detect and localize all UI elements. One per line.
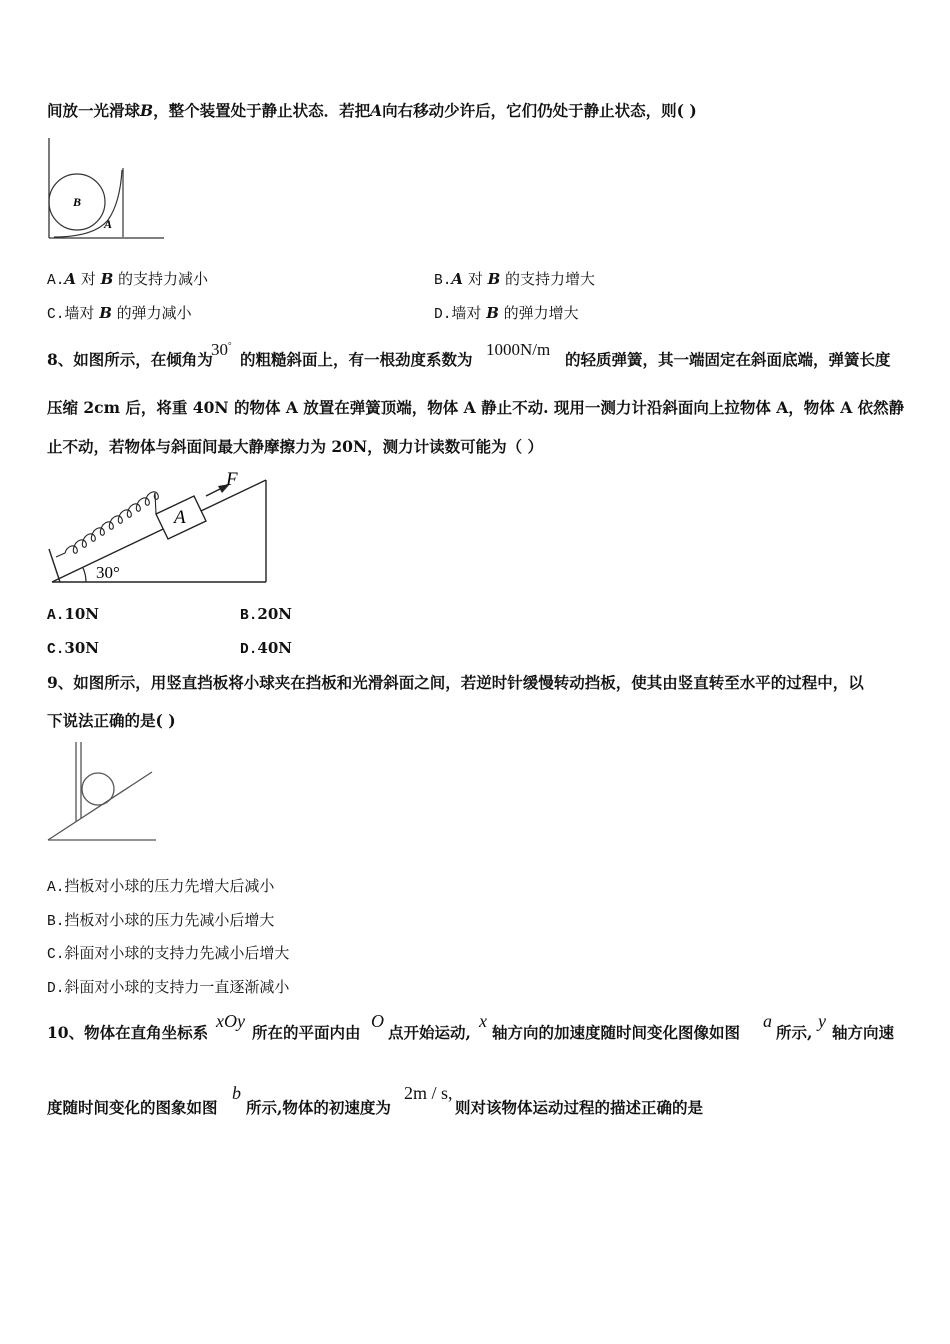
q9-stem-line1: 9、如图所示，用竖直挡板将小球夹在挡板和光滑斜面之间，若逆时针缓慢转动挡板，使其由竖直转至水平的过程中，以 [47, 673, 864, 692]
block-a-label: A [174, 507, 186, 528]
q8-option-a[interactable]: A.10N [47, 605, 99, 624]
q9-figure [46, 740, 158, 844]
q10-math-v: 2m / s, [404, 1083, 453, 1103]
q7-option-d[interactable]: D.墙对 B 的弹力增大 [434, 304, 579, 323]
q7-option-a[interactable]: A.A 对 B 的支持力减小 [47, 270, 209, 289]
incline-line [48, 772, 152, 840]
q9-option-c[interactable]: C.斜面对小球的支持力先减小后增大 [47, 944, 290, 963]
force-label: F [226, 469, 238, 490]
q9-option-b[interactable]: B.挡板对小球的压力先减小后增大 [47, 911, 275, 930]
q7-ball-letter: B [140, 101, 154, 120]
q8-option-c[interactable]: C.30N [47, 639, 99, 658]
q8-k-math: 1000N/m [486, 340, 551, 359]
q7-stem-end: 向右移动少许后，它们仍处于静止状态，则( ) [382, 101, 697, 120]
q10-seg1: 10、物体在直角坐标系 [47, 1023, 209, 1042]
q8-stem-line1: 8、如图所示，在倾角为 [47, 350, 213, 369]
q10-math-a: a [763, 1011, 772, 1031]
q7-stem [47, 101, 697, 121]
q8-stem-seg3: 的轻质弹簧，其一端固定在斜面底端，弹簧长度 [565, 350, 891, 369]
angle-label: 30° [96, 563, 120, 582]
incline-surface [52, 480, 266, 582]
q8-figure [46, 466, 271, 588]
q10-math-b: b [232, 1083, 241, 1103]
q10-math-xoy: xOy [216, 1011, 245, 1031]
q10-seg7: 度随时间变化的图象如图 [47, 1098, 218, 1117]
q10-seg6: 轴方向速 [832, 1023, 895, 1042]
q8-stem-line2: 压缩 2cm 后，将重 40N 的物体 A 放置在弹簧顶端，物体 A 静止不动. 现用一测力计沿斜面向上拉物体 A，物体 A 依然静 [47, 398, 905, 417]
q10-math-x: x [479, 1011, 487, 1031]
ball-b-label: B [73, 195, 82, 209]
angle-arc [83, 568, 86, 582]
q10-seg2: 所在的平面内由 [252, 1023, 361, 1042]
ball-circle [82, 773, 114, 805]
q10-seg5: 所示, [776, 1023, 813, 1042]
q10-seg4: 轴方向的加速度随时间变化图像如图 [492, 1023, 741, 1042]
q7-stem-mid: ，整个装置处于静止状态．若把 [153, 101, 371, 120]
q7-option-b[interactable]: B.A 对 B 的支持力增大 [434, 270, 596, 289]
q7-option-c[interactable]: C.墙对 B 的弹力减小 [47, 304, 192, 323]
q9-option-d[interactable]: D.斜面对小球的支持力一直逐渐减小 [47, 978, 290, 997]
q8-angle-math: 30° [211, 340, 232, 359]
q9-option-a[interactable]: A.挡板对小球的压力先增大后减小 [47, 877, 275, 896]
q10-math-o: O [371, 1011, 384, 1031]
q10-seg8: 所示,物体的初速度为 [246, 1098, 391, 1117]
q8-stem-seg2: 的粗糙斜面上，有一根劲度系数为 [240, 350, 473, 369]
q10-seg9: 则对该物体运动过程的描述正确的是 [455, 1098, 704, 1117]
spring [56, 492, 158, 557]
block-a-label: A [104, 217, 113, 231]
q8-stem-line3: 止不动，若物体与斜面间最大静摩擦力为 20N，测力计读数可能为（ ） [47, 437, 544, 456]
q7-stem-start: 间放一光滑球 [47, 101, 141, 120]
q10-math-y: y [818, 1011, 826, 1031]
q10-seg3: 点开始运动, [388, 1023, 471, 1042]
q9-stem-line2: 下说法正确的是( ) [47, 711, 176, 730]
q8-option-b[interactable]: B.20N [240, 605, 292, 624]
spring-wall [49, 549, 60, 582]
q7-figure [46, 136, 168, 242]
q7-block-letter: A [370, 101, 383, 120]
q8-option-d[interactable]: D.40N [240, 639, 292, 658]
